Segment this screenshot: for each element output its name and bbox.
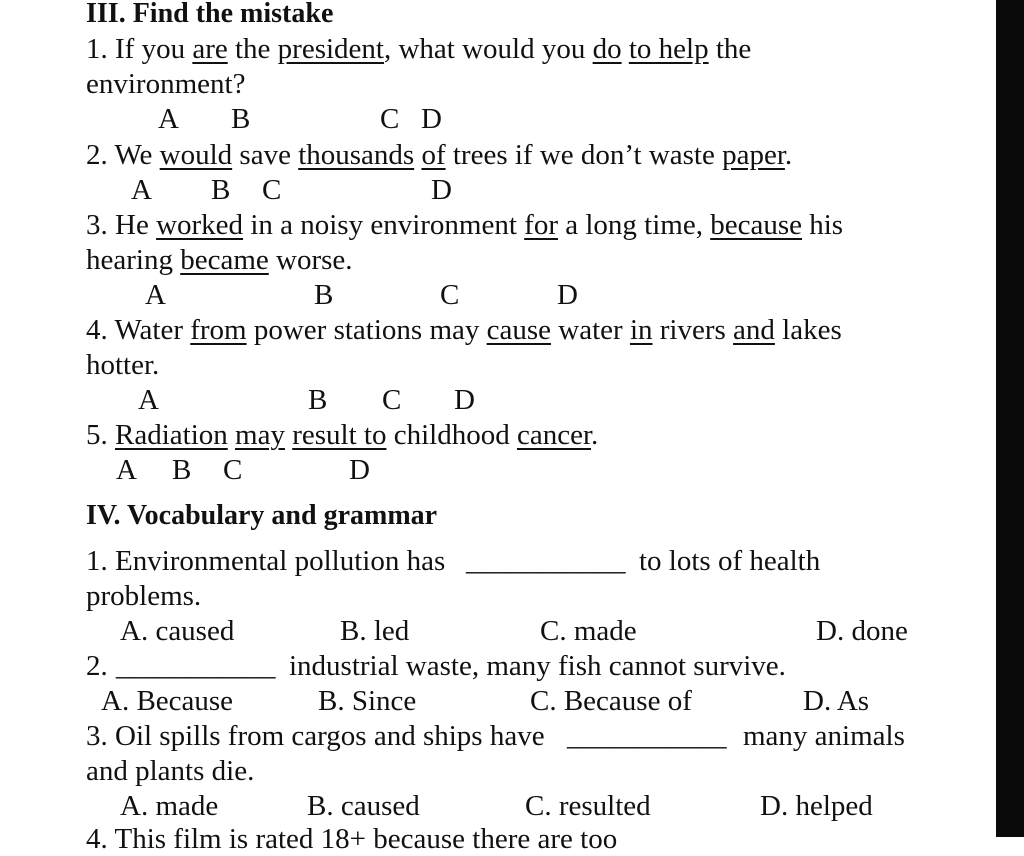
s4-q1-option-a: A. caused bbox=[120, 615, 235, 647]
s4-q2-option-b: B. Since bbox=[318, 685, 417, 717]
q5-option-a: Radiation bbox=[115, 419, 228, 451]
q2-label-b: B bbox=[211, 174, 231, 206]
s4-q3-option-d: D. helped bbox=[760, 790, 873, 822]
s4-q1-text: 1. Environmental pollution has bbox=[86, 545, 446, 577]
s4-q1-rest: to lots of health bbox=[639, 545, 821, 577]
s4-q3-text: 3. Oil spills from cargos and ships have bbox=[86, 720, 545, 752]
q1-label-d: D bbox=[421, 103, 442, 135]
q2-label-a: A bbox=[131, 174, 152, 206]
q3-option-a: worked bbox=[156, 209, 244, 241]
q4-label-d: D bbox=[454, 384, 475, 416]
q3-label-c: C bbox=[440, 279, 460, 311]
s3-question-4-line-1: 4. Water from power stations may cause water in rivers and lakes bbox=[86, 314, 842, 346]
s3-question-3-line-2: hearing became worse. bbox=[86, 244, 353, 276]
s4-q3-option-c: C. resulted bbox=[525, 790, 651, 822]
q4-option-a: from bbox=[190, 314, 247, 346]
q3-option-b: for bbox=[524, 209, 558, 241]
q2-label-d: D bbox=[431, 174, 452, 206]
section-3-title: III. Find the mistake bbox=[86, 0, 334, 29]
q5-option-d: cancer bbox=[516, 419, 591, 451]
q3-option-d: became bbox=[180, 244, 269, 276]
section-4-title: IV. Vocabulary and grammar bbox=[86, 500, 438, 531]
s4-q1-line-2: problems. bbox=[86, 580, 202, 612]
q2-option-a: would bbox=[159, 139, 233, 171]
s4-q2-option-d: D. As bbox=[803, 685, 870, 717]
s4-q3-option-a: A. made bbox=[120, 790, 219, 822]
q4-label-b: B bbox=[308, 384, 328, 416]
q1-label-a: A bbox=[158, 103, 179, 135]
s3-question-2-line-1: 2. We would save thousands of trees if we don’t waste paper. bbox=[86, 139, 793, 171]
s3-question-1-line-1: 1. If you are the president, what would you do to help the bbox=[86, 33, 752, 65]
right-edge-bar bbox=[996, 0, 1024, 837]
q4-option-c: in bbox=[629, 314, 653, 346]
s3-question-3-line-1: 3. He worked in a noisy environment for a long time, because his bbox=[86, 209, 844, 241]
q2-option-b: thousands bbox=[298, 139, 415, 171]
q4-label-a: A bbox=[138, 384, 159, 416]
q3-label-d: D bbox=[557, 279, 578, 311]
q1-option-a: are bbox=[192, 33, 228, 65]
q1-option-d: to help bbox=[628, 33, 709, 65]
s4-q2-option-a: A. Because bbox=[101, 685, 234, 717]
s4-q1-blank: ___________ bbox=[466, 545, 626, 577]
s3-question-5-line-1: 5. Radiation may result to childhood cancer. bbox=[86, 419, 599, 451]
s4-q1-option-b: B. led bbox=[340, 615, 410, 647]
q4-option-b: cause bbox=[486, 314, 552, 346]
q5-label-d: D bbox=[349, 454, 370, 486]
s4-q3-option-b: B. caused bbox=[307, 790, 420, 822]
s4-q2-blank: ___________ bbox=[116, 650, 276, 682]
q1-label-c: C bbox=[380, 103, 400, 135]
q5-option-b: may bbox=[235, 419, 285, 451]
q1-label-b: B bbox=[231, 103, 251, 135]
s3-question-1-line-2: environment? bbox=[86, 68, 246, 100]
q5-label-c: C bbox=[223, 454, 243, 486]
q5-label-b: B bbox=[172, 454, 192, 486]
q5-option-c: result to bbox=[292, 419, 387, 451]
q5-label-a: A bbox=[116, 454, 137, 486]
s4-q1-option-c: C. made bbox=[540, 615, 637, 647]
s4-q2-num: 2. bbox=[86, 650, 108, 682]
s4-q2-option-c: C. Because of bbox=[530, 685, 692, 717]
s4-q2-rest: industrial waste, many fish cannot survive. bbox=[289, 650, 786, 682]
q1-option-c: do bbox=[592, 33, 622, 65]
s4-q3-rest: many animals bbox=[743, 720, 905, 752]
q2-label-c: C bbox=[262, 174, 282, 206]
q3-label-b: B bbox=[314, 279, 334, 311]
q4-option-d: and bbox=[733, 314, 775, 346]
q3-label-a: A bbox=[145, 279, 166, 311]
q4-label-c: C bbox=[382, 384, 402, 416]
q1-option-b: president bbox=[277, 33, 384, 65]
s4-q1-option-d: D. done bbox=[816, 615, 908, 647]
q2-option-c: of bbox=[421, 139, 446, 171]
s4-q3-blank: ___________ bbox=[567, 720, 727, 752]
s4-q3-line-2: and plants die. bbox=[86, 755, 255, 787]
s3-question-4-line-2: hotter. bbox=[86, 349, 160, 381]
q2-option-d: paper bbox=[722, 139, 785, 171]
q3-option-c: because bbox=[710, 209, 802, 241]
s4-q4-partial: 4. This film is rated 18+ because there are too bbox=[86, 823, 618, 855]
